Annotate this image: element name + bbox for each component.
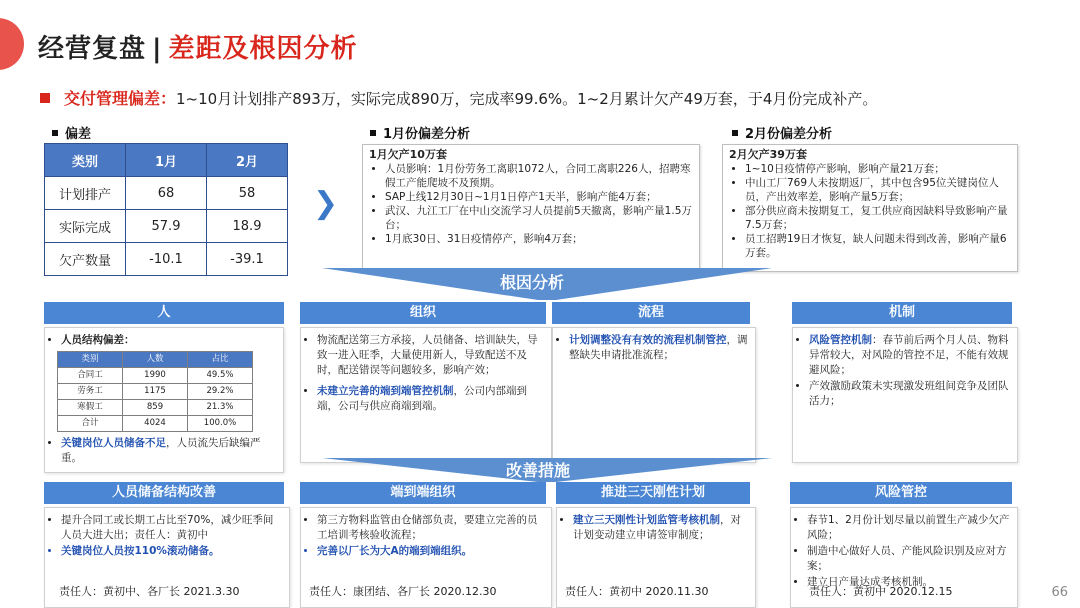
cause-process-card <box>552 327 756 463</box>
table-row: 合计 4024 100.0% <box>58 416 253 432</box>
page-title: 经营复盘 | 差距及根因分析 <box>38 34 358 64</box>
table-row: 寒假工 859 21.3% <box>58 400 253 416</box>
root-cause-label: 根因分析 <box>500 273 565 292</box>
responsible-text: 责任人：黄初中 2020.11.30 <box>565 585 709 598</box>
summary-line <box>40 86 877 109</box>
list-item: • 产效激励政策未实现激发班组间竞争及团队活力； <box>809 379 1011 409</box>
cause-mechanism-card <box>792 327 1018 463</box>
responsible-text: 责任人：黄初中、各厂长 2021.3.30 <box>59 585 240 598</box>
cause-org-card <box>300 327 552 463</box>
table-row: 计划排产 68 58 <box>45 177 288 210</box>
table-row: 合同工 1990 49.5% <box>58 368 253 384</box>
jan-analysis-box <box>362 144 700 272</box>
corner-decoration <box>0 18 24 70</box>
responsible-text: 责任人：康团结、各厂长 2020.12.30 <box>309 585 497 598</box>
list-item: • 第三方物料监管由仓储部负责，要建立完善的员工培训考核验收流程； <box>317 513 545 543</box>
list-item: • 物流配送第三方承接，人员储备、培训缺失，导致一进入旺季，大量使用新人，导致配送不及时，配送错误等问题较多，影响产效； <box>317 333 545 378</box>
measure-plan-bar: 推进三天刚性计划 <box>556 482 750 504</box>
list-item: • 人员影响：1月份劳务工离职1072人，合同工离职226人，招聘寒假工产能爬坡不及预期。 <box>385 162 693 190</box>
list-item: • 完善以厂长为大A的端到端组织。 <box>317 544 545 559</box>
list-item: • 建立日产量达成考核机制。 <box>807 575 1011 590</box>
structure-label: • 人员结构偏差： <box>61 333 283 348</box>
feb-analysis-box <box>722 144 1018 272</box>
deviation-heading: 偏差 <box>52 123 91 142</box>
deviation-table <box>44 143 288 276</box>
list-item: • 关键岗位人员按110%滚动储备。 <box>61 544 283 559</box>
measure-org-bar: 端到端组织 <box>300 482 546 504</box>
list-item: • 提升合同工或长期工占比至70%，减少旺季间人员大进大出；责任人：黄初中 <box>61 513 283 543</box>
cause-mechanism-bar: 机制 <box>792 302 1012 324</box>
list-item: • 计划调整没有有效的流程机制管控，调整缺失申请批准流程； <box>569 333 749 363</box>
cause-process-bar: 流程 <box>552 302 750 324</box>
table-row: 劳务工 1175 29.2% <box>58 384 253 400</box>
summary-text: 1~10月计划排产893万，实际完成890万，完成率99.6%。1~2月累计欠产49万套，于4月份完成补产。 <box>176 90 878 108</box>
list-item: • 武汉、九江工厂在中山交流学习人员提前5天撤离，影响产量1.5万台； <box>385 204 693 232</box>
feb-title: 2月欠产39万套 <box>729 148 807 161</box>
table-row: 欠产数量 -10.1 -39.1 <box>45 243 288 276</box>
list-item: • 1月底30日、31日疫情停产，影响4万套； <box>385 232 693 246</box>
list-item: • 中山工厂769人未按期返厂，其中包含95位关键岗位人员，产出效率差，影响产量5万套； <box>745 176 1011 204</box>
cause-people-bar: 人 <box>44 302 284 324</box>
list-item: • 风险管控机制：春节前后两个月人员、物料异常较大，对风险的管控不足，不能有效规避风险； <box>809 333 1011 378</box>
people-structure-table: 类别 人数 占比 合同工 1990 49.5% 劳务工 1175 29.2% 寒假工 859 21.3% 合计 4024 100.0% <box>57 351 253 432</box>
list-item: • 未建立完善的端到端管控机制，公司内部端到端，公司与供应商端到端。 <box>317 384 545 414</box>
chevron-right-icon: ❯ <box>313 186 339 221</box>
measure-people-bar: 人员储备结构改善 <box>44 482 284 504</box>
feb-heading: 2月份偏差分析 <box>732 123 832 142</box>
table-header: 类别 <box>45 144 126 177</box>
list-item: • 建立三天刚性计划监管考核机制，对计划变动建立申请签审制度； <box>573 513 749 543</box>
measure-people-card <box>44 507 290 608</box>
page-number: 66 <box>1051 585 1068 600</box>
measure-risk-card <box>790 507 1018 608</box>
table-row: 实际完成 57.9 18.9 <box>45 210 288 243</box>
table-header: 2月 <box>207 144 288 177</box>
responsible-text: 责任人：黄初中 2020.12.15 <box>809 585 953 598</box>
bullet-square-icon <box>40 93 50 103</box>
list-item: • 1~10日疫情停产影响，影响产量21万套； <box>745 162 1011 176</box>
list-item: • 春节1、2月份计划尽量以前置生产减少欠产风险； <box>807 513 1011 543</box>
improve-label: 改善措施 <box>506 461 571 480</box>
measure-risk-bar: 风险管控 <box>790 482 1012 504</box>
list-item: • 部分供应商未按期复工，复工供应商因缺料导致影响产量7.5万套； <box>745 204 1011 232</box>
cause-org-bar: 组织 <box>300 302 546 324</box>
jan-title: 1月欠产10万套 <box>369 148 447 161</box>
list-item: • 关键岗位人员储备不足，人员流失后缺编严重。 <box>61 436 277 466</box>
cause-people-card <box>44 327 284 473</box>
list-item: • 制造中心做好人员、产能风险识别及应对方案； <box>807 544 1011 574</box>
measure-plan-card <box>556 507 756 608</box>
jan-heading: 1月份偏差分析 <box>370 123 470 142</box>
list-item: • 员工招聘19日才恢复，缺人问题未得到改善，影响产量6万套。 <box>745 232 1011 260</box>
summary-label: 交付管理偏差： <box>64 89 177 108</box>
measure-org-card <box>300 507 552 608</box>
list-item: • SAP上线12月30日~1月1日停产1天半，影响产能4万套； <box>385 190 693 204</box>
table-header: 1月 <box>126 144 207 177</box>
